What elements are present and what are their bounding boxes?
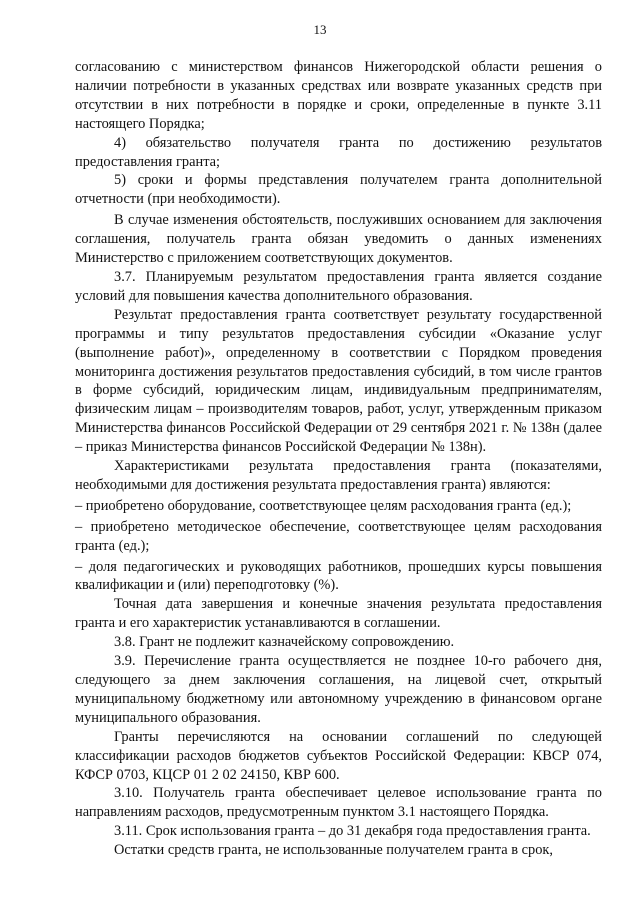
paragraph: 5) сроки и формы представления получателем гранта дополнительной отчетности (при необходимости). <box>75 172 602 208</box>
paragraph: согласованию с министерством финансов Нижегородской области решения о наличии потребности в указанных средствах или возврате указанных средств при отсутствии в них потребности в порядке и сроки, определенные в пункте 3.11 настоящего Порядка; <box>75 59 602 132</box>
paragraph: Точная дата завершения и конечные значения результата предоставления гранта и его характеристик устанавливаются в соглашении. <box>75 596 602 632</box>
paragraph: 3.9. Перечисление гранта осуществляется не позднее 10-го рабочего дня, следующего за днем заключения соглашения, на лицевой счет, открытый муниципальному бюджетному или автономному учреждению в финансовом органе муниципального образования. <box>75 653 602 726</box>
paragraph: Гранты перечисляются на основании соглашений по следующей классификации расходов бюджетов субъектов Российской Федерации: КВСР 074, КФСР 0703, КЦСР 01 2 02 24150, КВР 600. <box>75 728 602 783</box>
paragraph: Результат предоставления гранта соответствует результату государственной программы и типу результатов предоставления субсидии «Оказание услуг (выполнение работ)», определенному в соответствии с Порядком проведения мониторинга достижения результатов предоставления субсидий, в том числе грантов в форме субсидий, юридическим лицам, индивидуальным предпринимателям, физическим лицам – производителям товаров, работ, услуг, утвержденным приказом Министерства финансов Российской Федерации от 29 сентября 2021 г. № 138н (далее – приказ Министерства финансов Российской Федерации № 138н). <box>75 306 602 456</box>
document-body <box>75 58 602 860</box>
paragraph: 3.10. Получатель гранта обеспечивает целевое использование гранта по направлениям расходов, предусмотренным пунктом 3.1 настоящего Порядка. <box>75 785 602 821</box>
list-item: – приобретено оборудование, соответствующее целям расходования гранта (ед.); <box>75 497 572 514</box>
paragraph: Характеристиками результата предоставления гранта (показателями, необходимыми для достижения результата предоставления гранта) являются: <box>75 458 602 493</box>
paragraph: В случае изменения обстоятельств, послуживших основанием для заключения соглашения, получатель гранта обязан уведомить о данных изменениях Министерство с приложением соответствующих документов. <box>75 212 602 267</box>
paragraph: 4) обязательство получателя гранта по достижению результатов предоставления гранта; <box>75 134 602 170</box>
list-item: – приобретено методическое обеспечение, соответствующее целям расходования гранта (ед.); <box>75 518 602 554</box>
paragraph: 3.8. Грант не подлежит казначейскому сопровождению. <box>114 634 455 651</box>
paragraph: Остатки средств гранта, не использованные получателем гранта в срок, <box>114 842 553 859</box>
paragraph: 3.7. Планируемым результатом предоставления гранта является создание условий для повышения качества дополнительного образования. <box>75 268 602 304</box>
list-item: – доля педагогических и руководящих работников, прошедших курсы повышения квалификации и (или) переподготовку (%). <box>75 558 602 594</box>
page-number: 13 <box>313 22 327 37</box>
paragraph: 3.11. Срок использования гранта – до 31 декабря года предоставления гранта. <box>114 823 591 840</box>
